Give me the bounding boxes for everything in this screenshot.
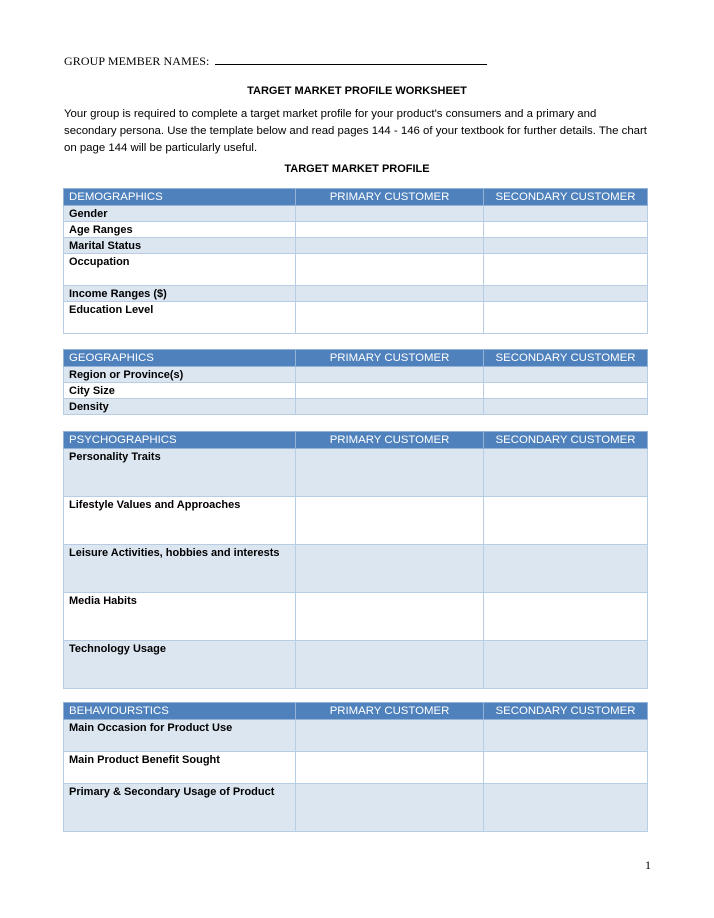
primary-customer-header: PRIMARY CUSTOMER <box>296 432 484 449</box>
primary-cell[interactable] <box>296 752 484 784</box>
primary-customer-header: PRIMARY CUSTOMER <box>296 189 484 206</box>
behaviours-table <box>63 702 648 832</box>
worksheet-title: TARGET MARKET PROFILE WORKSHEET <box>247 85 467 97</box>
secondary-customer-header: SECONDARY CUSTOMER <box>484 350 648 367</box>
secondary-cell[interactable] <box>484 720 648 752</box>
primary-cell[interactable] <box>296 720 484 752</box>
primary-cell[interactable] <box>296 449 484 497</box>
group-member-names-line <box>64 54 487 69</box>
row-label: Density <box>64 399 296 415</box>
row-label: Occupation <box>64 254 296 286</box>
secondary-cell[interactable] <box>484 302 648 334</box>
secondary-cell[interactable] <box>484 399 648 415</box>
row-label: Technology Usage <box>64 641 296 689</box>
primary-cell[interactable] <box>296 784 484 832</box>
secondary-customer-header: SECONDARY CUSTOMER <box>484 703 648 720</box>
primary-customer-header: PRIMARY CUSTOMER <box>296 703 484 720</box>
secondary-cell[interactable] <box>484 545 648 593</box>
demographics-table <box>63 188 648 334</box>
secondary-cell[interactable] <box>484 222 648 238</box>
geographics-table <box>63 349 648 415</box>
secondary-cell[interactable] <box>484 206 648 222</box>
primary-cell[interactable] <box>296 238 484 254</box>
primary-cell[interactable] <box>296 641 484 689</box>
intro-paragraph: Your group is required to complete a target market profile for your product's consumers and a primary and secondary persona. Use the template below and read pages 144 - 146 of your textbook for further details. The chart on page 144 will be particularly useful. <box>64 108 647 154</box>
primary-cell[interactable] <box>296 302 484 334</box>
profile-title: TARGET MARKET PROFILE <box>284 163 430 175</box>
primary-cell[interactable] <box>296 497 484 545</box>
secondary-cell[interactable] <box>484 383 648 399</box>
secondary-customer-header: SECONDARY CUSTOMER <box>484 432 648 449</box>
row-label: Main Occasion for Product Use <box>64 720 296 752</box>
primary-cell[interactable] <box>296 367 484 383</box>
row-label: Income Ranges ($) <box>64 286 296 302</box>
secondary-cell[interactable] <box>484 449 648 497</box>
geographics-header: GEOGRAPHICS <box>64 350 296 367</box>
primary-cell[interactable] <box>296 545 484 593</box>
secondary-cell[interactable] <box>484 286 648 302</box>
secondary-customer-header: SECONDARY CUSTOMER <box>484 189 648 206</box>
primary-cell[interactable] <box>296 286 484 302</box>
row-label: Age Ranges <box>64 222 296 238</box>
primary-cell[interactable] <box>296 383 484 399</box>
primary-cell[interactable] <box>296 206 484 222</box>
secondary-cell[interactable] <box>484 641 648 689</box>
secondary-cell[interactable] <box>484 367 648 383</box>
secondary-cell[interactable] <box>484 752 648 784</box>
primary-customer-header: PRIMARY CUSTOMER <box>296 350 484 367</box>
psychographics-table <box>63 431 648 689</box>
row-label: Main Product Benefit Sought <box>64 752 296 784</box>
secondary-cell[interactable] <box>484 254 648 286</box>
secondary-cell[interactable] <box>484 497 648 545</box>
row-label: City Size <box>64 383 296 399</box>
row-label: Media Habits <box>64 593 296 641</box>
demographics-header: DEMOGRAPHICS <box>64 189 296 206</box>
row-label: Region or Province(s) <box>64 367 296 383</box>
primary-cell[interactable] <box>296 222 484 238</box>
behaviours-header: BEHAVIOURSTICS <box>64 703 296 720</box>
page-number: 1 <box>645 858 651 872</box>
secondary-cell[interactable] <box>484 593 648 641</box>
secondary-cell[interactable] <box>484 784 648 832</box>
secondary-cell[interactable] <box>484 238 648 254</box>
group-member-names-label: GROUP MEMBER NAMES: <box>64 54 210 68</box>
row-label: Personality Traits <box>64 449 296 497</box>
row-label: Gender <box>64 206 296 222</box>
psychographics-header: PSYCHOGRAPHICS <box>64 432 296 449</box>
primary-cell[interactable] <box>296 593 484 641</box>
row-label: Lifestyle Values and Approaches <box>64 497 296 545</box>
row-label: Education Level <box>64 302 296 334</box>
primary-cell[interactable] <box>296 399 484 415</box>
group-member-names-blank[interactable] <box>215 55 487 65</box>
primary-cell[interactable] <box>296 254 484 286</box>
row-label: Leisure Activities, hobbies and interests <box>64 545 296 593</box>
row-label: Primary & Secondary Usage of Product <box>64 784 296 832</box>
row-label: Marital Status <box>64 238 296 254</box>
